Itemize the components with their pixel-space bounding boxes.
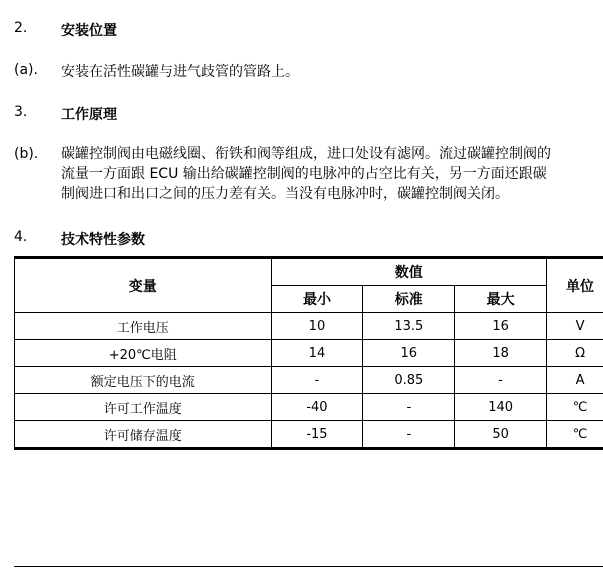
- para-a-mark: (a).: [14, 62, 38, 78]
- para-b-mark: (b).: [14, 146, 39, 162]
- para-b-line1: 碳罐控制阀由电磁线圈、衔铁和阀等组成，进口处设有滤网。流过碳罐控制阀的: [61, 146, 551, 162]
- row-unit: Ω: [547, 340, 603, 367]
- section-3-title: 工作原理: [61, 107, 117, 123]
- table-row: [15, 313, 603, 340]
- table-row: [15, 394, 603, 421]
- row-std: 13.5: [363, 313, 455, 340]
- table-row: [15, 421, 603, 449]
- table-row: [15, 367, 603, 394]
- row-std: -: [363, 421, 455, 449]
- row-std: -: [363, 394, 455, 421]
- table-row: [15, 340, 603, 367]
- section-3-number: 3.: [14, 104, 28, 120]
- para-a-text: 安装在活性碳罐与进气歧管的管路上。: [61, 64, 299, 80]
- header-min: 最小: [271, 286, 363, 313]
- row-max: 18: [455, 340, 547, 367]
- row-unit: A: [547, 367, 603, 394]
- footer-rule: [14, 566, 603, 567]
- spec-table: [14, 256, 603, 450]
- row-std: 16: [363, 340, 455, 367]
- row-unit: ℃: [547, 394, 603, 421]
- header-max: 最大: [455, 286, 547, 313]
- header-variable: 变量: [15, 258, 272, 313]
- row-name: 许可储存温度: [15, 421, 272, 449]
- header-value: 数值: [271, 258, 547, 286]
- row-unit: ℃: [547, 421, 603, 449]
- header-std: 标准: [363, 286, 455, 313]
- row-name: +20℃电阻: [15, 340, 272, 367]
- row-min: -15: [271, 421, 363, 449]
- para-b-line3: 制阀进口和出口之间的压力差有关。当没有电脉冲时，碳罐控制阀关闭。: [61, 186, 509, 202]
- row-max: -: [455, 367, 547, 394]
- row-name: 工作电压: [15, 313, 272, 340]
- row-std: 0.85: [363, 367, 455, 394]
- row-min: 10: [271, 313, 363, 340]
- row-name: 许可工作温度: [15, 394, 272, 421]
- row-min: 14: [271, 340, 363, 367]
- para-b-line2: 流量一方面跟 ECU 输出给碳罐控制阀的电脉冲的占空比有关，另一方面还跟碳: [61, 166, 547, 182]
- section-4-title: 技术特性参数: [61, 232, 145, 248]
- section-2-number: 2.: [14, 20, 28, 36]
- row-min: -40: [271, 394, 363, 421]
- section-2-title: 安装位置: [61, 23, 117, 39]
- row-unit: V: [547, 313, 603, 340]
- row-min: -: [271, 367, 363, 394]
- row-max: 140: [455, 394, 547, 421]
- row-max: 50: [455, 421, 547, 449]
- header-unit: 单位: [547, 258, 603, 313]
- row-max: 16: [455, 313, 547, 340]
- row-name: 额定电压下的电流: [15, 367, 272, 394]
- section-4-number: 4.: [14, 229, 28, 245]
